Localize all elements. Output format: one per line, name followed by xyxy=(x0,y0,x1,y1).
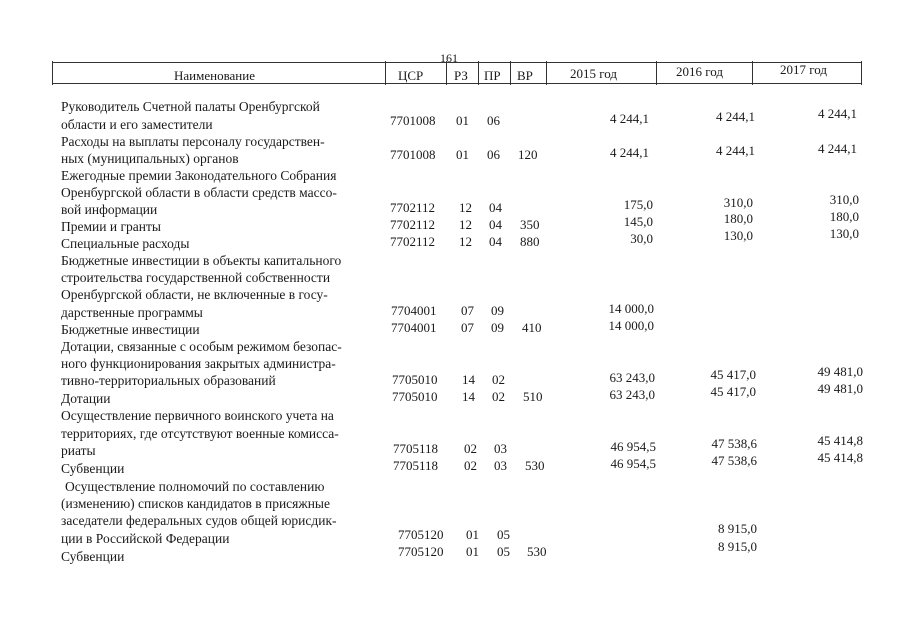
value-2016: 130,0 xyxy=(723,228,753,243)
header-pr: ПР xyxy=(484,68,501,83)
value-2017: 310,0 xyxy=(829,192,859,207)
name-line: ных (муниципальных) органов xyxy=(61,151,239,166)
name-line: Осуществление полномочий по составлению xyxy=(65,479,325,494)
name-line: заседатели федеральных судов общей юрисдик- xyxy=(61,513,337,528)
pr-cell: 06 xyxy=(487,147,500,162)
rz-cell: 14 xyxy=(462,389,475,404)
name-line: (изменению) списков кандидатов в присяжные xyxy=(61,496,330,511)
pr-cell: 02 xyxy=(492,389,505,404)
value-2015: 30,0 xyxy=(630,231,653,246)
value-2017: 130,0 xyxy=(829,226,859,241)
value-2016: 45 417,0 xyxy=(710,384,756,399)
header-divider xyxy=(752,61,753,85)
name-line: ного функционирования закрытых администра- xyxy=(61,356,336,371)
pr-cell: 09 xyxy=(491,320,504,335)
pr-cell: 02 xyxy=(492,372,505,387)
header-divider xyxy=(478,61,479,85)
rz-cell: 12 xyxy=(459,234,472,249)
csr-cell: 7705010 xyxy=(392,372,438,387)
csr-cell: 7701008 xyxy=(390,147,436,162)
name-line: Оренбургской области в области средств массо- xyxy=(61,185,337,200)
name-line: Субвенции xyxy=(61,461,125,476)
name-line: Бюджетные инвестиции xyxy=(61,322,200,337)
value-2017: 49 481,0 xyxy=(817,364,863,379)
csr-cell: 7705118 xyxy=(393,458,439,473)
name-line: Дотации xyxy=(61,391,111,406)
csr-cell: 7701008 xyxy=(390,113,436,128)
value-2017: 180,0 xyxy=(829,209,859,224)
header-2017: 2017 год xyxy=(780,62,827,77)
name-line: риаты xyxy=(61,443,96,458)
pr-cell: 05 xyxy=(497,527,510,542)
rz-cell: 01 xyxy=(466,544,479,559)
value-2016: 8 915,0 xyxy=(718,521,757,536)
vr-cell: 120 xyxy=(518,147,538,162)
vr-cell: 530 xyxy=(527,544,547,559)
value-2015: 175,0 xyxy=(623,197,653,212)
value-2016: 47 538,6 xyxy=(711,436,757,451)
csr-cell: 7702112 xyxy=(390,217,436,232)
rz-cell: 01 xyxy=(466,527,479,542)
value-2016: 47 538,6 xyxy=(711,453,757,468)
name-line: области и его заместители xyxy=(61,117,213,132)
pr-cell: 04 xyxy=(489,234,502,249)
pr-cell: 06 xyxy=(487,113,500,128)
value-2016: 8 915,0 xyxy=(718,539,757,554)
pr-cell: 05 xyxy=(497,544,510,559)
csr-cell: 7702112 xyxy=(390,234,436,249)
rz-cell: 01 xyxy=(456,147,469,162)
csr-cell: 7704001 xyxy=(391,320,437,335)
name-line: Премии и гранты xyxy=(61,219,161,234)
header-csr: ЦСР xyxy=(398,68,424,83)
rz-cell: 07 xyxy=(461,320,474,335)
table-header xyxy=(52,62,862,84)
name-line: Руководитель Счетной палаты Оренбургской xyxy=(61,99,320,114)
value-2015: 14 000,0 xyxy=(608,301,654,316)
header-divider xyxy=(546,61,547,85)
value-2016: 4 244,1 xyxy=(716,109,755,124)
value-2016: 180,0 xyxy=(723,211,753,226)
value-2015: 4 244,1 xyxy=(610,111,649,126)
header-divider xyxy=(861,61,862,85)
value-2017: 4 244,1 xyxy=(818,106,857,121)
rz-cell: 02 xyxy=(464,441,477,456)
name-line: строительства государственной собственности xyxy=(61,270,331,285)
name-line: Расходы на выплаты персоналу государствен- xyxy=(61,134,325,149)
vr-cell: 350 xyxy=(520,217,540,232)
value-2017: 49 481,0 xyxy=(817,381,863,396)
header-2016: 2016 год xyxy=(676,64,723,79)
header-divider xyxy=(656,61,657,85)
value-2015: 46 954,5 xyxy=(610,439,656,454)
header-2015: 2015 год xyxy=(570,66,617,81)
header-vr: ВР xyxy=(517,68,533,83)
vr-cell: 510 xyxy=(523,389,543,404)
pr-cell: 03 xyxy=(494,458,507,473)
vr-cell: 410 xyxy=(522,320,542,335)
rz-cell: 14 xyxy=(462,372,475,387)
name-line: Осуществление первичного воинского учета на xyxy=(61,408,334,423)
pr-cell: 04 xyxy=(489,200,502,215)
rz-cell: 07 xyxy=(461,303,474,318)
header-rz: РЗ xyxy=(454,68,468,83)
vr-cell: 880 xyxy=(520,234,540,249)
name-line: Ежегодные премии Законодательного Собрания xyxy=(61,168,337,183)
value-2015: 14 000,0 xyxy=(608,318,654,333)
vr-cell: 530 xyxy=(525,458,545,473)
header-divider xyxy=(52,61,53,85)
name-line: тивно-территориальных образований xyxy=(61,373,276,388)
csr-cell: 7705118 xyxy=(393,441,439,456)
name-line: дарственные программы xyxy=(61,305,203,320)
csr-cell: 7702112 xyxy=(390,200,436,215)
value-2015: 145,0 xyxy=(623,214,653,229)
pr-cell: 04 xyxy=(489,217,502,232)
value-2015: 46 954,5 xyxy=(610,456,656,471)
value-2017: 45 414,8 xyxy=(817,450,863,465)
name-line: ции в Российской Федерации xyxy=(61,531,230,546)
rz-cell: 01 xyxy=(456,113,469,128)
name-line: Оренбургской области, не включенные в госу- xyxy=(61,287,328,302)
name-line: территориях, где отсутствуют военные комисса- xyxy=(61,426,339,441)
header-divider xyxy=(446,61,447,85)
value-2017: 4 244,1 xyxy=(818,141,857,156)
value-2015: 63 243,0 xyxy=(609,370,655,385)
rz-cell: 12 xyxy=(459,200,472,215)
page-number: 161 xyxy=(440,51,458,65)
value-2016: 45 417,0 xyxy=(710,367,756,382)
csr-cell: 7705120 xyxy=(398,527,444,542)
header-divider xyxy=(385,61,386,85)
csr-cell: 7705120 xyxy=(398,544,444,559)
pr-cell: 03 xyxy=(494,441,507,456)
header-name: Наименование xyxy=(174,68,255,83)
name-line: Специальные расходы xyxy=(61,236,190,251)
csr-cell: 7704001 xyxy=(391,303,437,318)
value-2015: 63 243,0 xyxy=(609,387,655,402)
value-2017: 45 414,8 xyxy=(817,433,863,448)
name-line: Субвенции xyxy=(61,549,125,564)
value-2016: 310,0 xyxy=(723,195,753,210)
rz-cell: 02 xyxy=(464,458,477,473)
rz-cell: 12 xyxy=(459,217,472,232)
value-2015: 4 244,1 xyxy=(610,145,649,160)
name-line: Дотации, связанные с особым режимом безопас- xyxy=(61,339,342,354)
csr-cell: 7705010 xyxy=(392,389,438,404)
pr-cell: 09 xyxy=(491,303,504,318)
name-line: вой информации xyxy=(61,202,158,217)
header-divider xyxy=(510,61,511,85)
name-line: Бюджетные инвестиции в объекты капитального xyxy=(61,253,342,268)
value-2016: 4 244,1 xyxy=(716,143,755,158)
